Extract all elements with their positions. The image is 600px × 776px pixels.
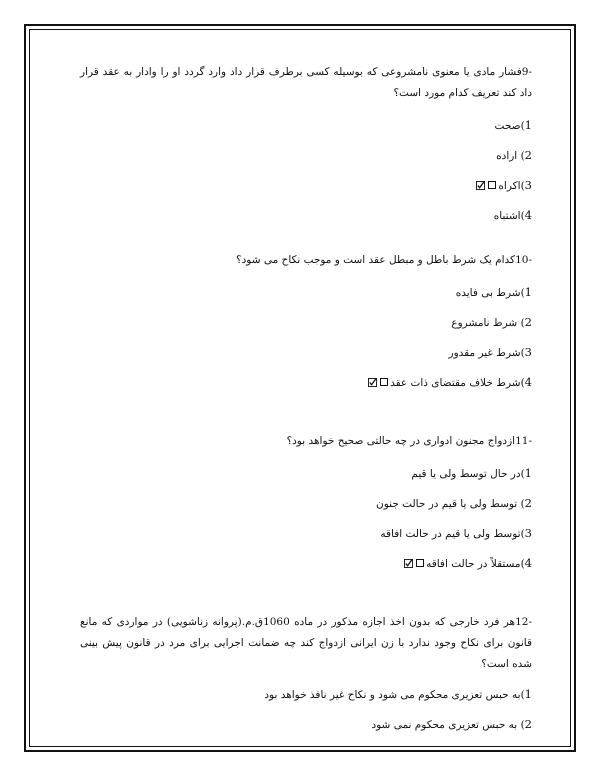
question-9-options bbox=[80, 110, 532, 230]
option-text: شرط غیر مقدور bbox=[448, 347, 521, 359]
option-number: 2 bbox=[524, 717, 532, 731]
option-text: اراده bbox=[496, 150, 518, 162]
empty-box-icon bbox=[380, 378, 388, 386]
option-text: شرط نامشروع bbox=[451, 317, 518, 329]
option-10-2: 2) شرط نامشروع bbox=[451, 315, 532, 329]
option-text: توسط ولی یا قیم در حالت جنون bbox=[376, 498, 518, 510]
option-number: 2 bbox=[524, 148, 532, 162]
option-9-3: 3)اکراه bbox=[80, 170, 532, 200]
checked-box-icon bbox=[404, 559, 413, 568]
option-number: 4 bbox=[524, 375, 532, 389]
option-number: 2 bbox=[524, 315, 532, 329]
option-text: شرط خلاف مقتضای ذات عقد bbox=[390, 377, 521, 389]
checked-box-icon bbox=[476, 181, 485, 190]
option-number: 1 bbox=[524, 466, 532, 480]
option-12-1: 1)به حبس تعزیری محکوم می شود و نکاح غیر نافذ خواهد بود bbox=[264, 687, 532, 701]
option-9-2: 2) اراده bbox=[496, 148, 532, 162]
option-text: در حال توسط ولی یا قیم bbox=[411, 468, 521, 480]
question-11-text: -11ازدواج مجنون ادواری در چه حالتی صحیح خواهد بود؟ bbox=[286, 435, 532, 447]
option-11-1: 1)در حال توسط ولی یا قیم bbox=[411, 466, 532, 480]
option-11-3: 3)توسط ولی یا قیم در حالت افاقه bbox=[380, 526, 532, 540]
option-number: 1 bbox=[524, 687, 532, 701]
option-text: به حبس تعزیری محکوم می شود و نکاح غیر نافذ خواهد بود bbox=[264, 689, 521, 701]
option-text: مستقلاً در حالت افاقه bbox=[426, 558, 521, 570]
option-number: 4 bbox=[524, 556, 532, 570]
question-10-text: -10کدام یک شرط باطل و مبطل عقد است و موجب نکاح می شود؟ bbox=[236, 254, 532, 266]
option-number: 3 bbox=[524, 178, 532, 192]
checked-box-icon bbox=[368, 378, 377, 387]
option-11-4: 4)مستقلاً در حالت افاقه bbox=[80, 548, 532, 578]
question-12-options bbox=[80, 679, 532, 739]
question-11-options bbox=[80, 458, 532, 578]
option-number: 3 bbox=[524, 345, 532, 359]
option-number: 1 bbox=[524, 118, 532, 132]
empty-box-icon bbox=[416, 559, 424, 567]
option-number: 4 bbox=[524, 208, 532, 222]
option-10-1: 1)شرط بی فایده bbox=[455, 285, 532, 299]
option-10-4: 4)شرط خلاف مقتضای ذات عقد bbox=[80, 367, 532, 397]
option-12-2: 2) به حبس تعزیری محکوم نمی شود bbox=[371, 717, 532, 731]
document-content bbox=[80, 56, 532, 739]
option-9-4: 4)اشتباه bbox=[493, 208, 532, 222]
option-text: به حبس تعزیری محکوم نمی شود bbox=[371, 719, 518, 731]
question-12-text: -12هر فرد خارجی که بدون اخذ اجازه مذکور در ماده 1060ق.م.(پروانه زناشویی) در مواردی که مانع قانون برای نکاح وجود ندارد با زن ایرانی ازدواج کند چه ضمانت اجرایی برای مرد در قانون پیش بینی شده است؟ bbox=[80, 616, 532, 670]
question-10-options bbox=[80, 277, 532, 397]
option-text: اکراه bbox=[498, 180, 521, 192]
question-9-text: -9فشار مادی یا معنوی نامشروعی که بوسیله کسی برطرف قرار داد وارد گردد او را وادار به عقد قرار داد کند تعریف کدام مورد است؟ bbox=[80, 66, 532, 99]
option-number: 2 bbox=[524, 496, 532, 510]
option-number: 1 bbox=[524, 285, 532, 299]
option-9-1: 1)صحت bbox=[494, 118, 532, 132]
option-text: صحت bbox=[494, 120, 521, 132]
option-text: توسط ولی یا قیم در حالت افاقه bbox=[380, 528, 521, 540]
option-text: اشتباه bbox=[493, 210, 521, 222]
option-number: 3 bbox=[524, 526, 532, 540]
option-text: شرط بی فایده bbox=[455, 287, 521, 299]
option-11-2: 2) توسط ولی یا قیم در حالت جنون bbox=[376, 496, 532, 510]
empty-box-icon bbox=[488, 181, 496, 189]
option-10-3: 3)شرط غیر مقدور bbox=[448, 345, 532, 359]
